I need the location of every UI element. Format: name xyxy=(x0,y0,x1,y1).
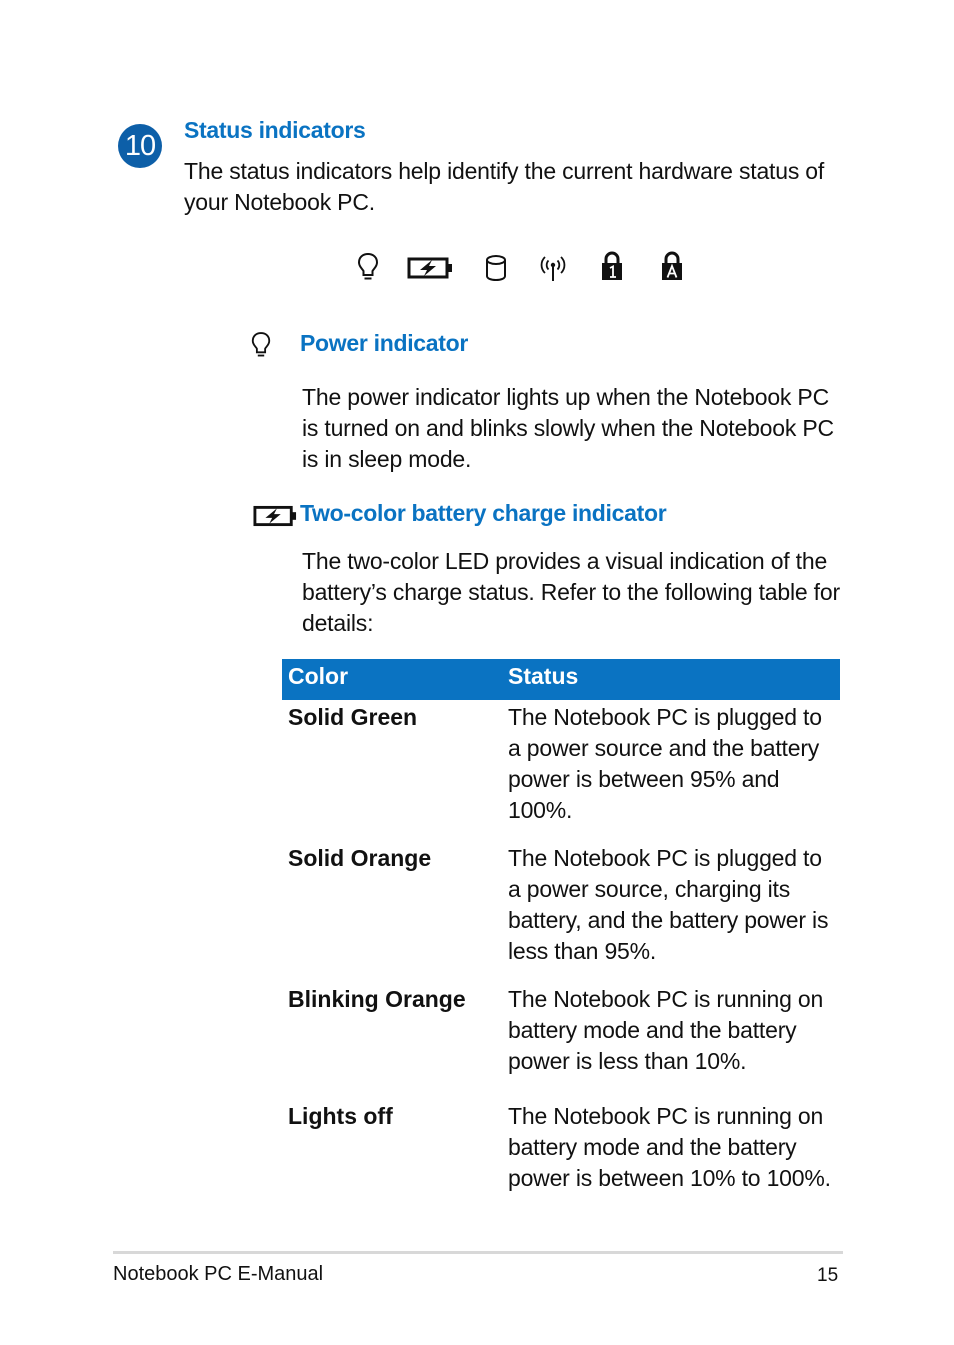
page-number: 15 xyxy=(817,1265,839,1286)
row-color: Lights off xyxy=(288,1103,393,1129)
column-header-status: Status xyxy=(508,663,579,689)
power-indicator-title: Power indicator xyxy=(300,330,469,356)
table-row xyxy=(282,843,840,984)
number-lock-icon xyxy=(600,251,624,281)
row-color: Solid Orange xyxy=(288,845,432,871)
battery-indicator-description: The two-color LED provides a visual indication of the battery’s charge status. Refer to the following table for details: xyxy=(302,548,840,636)
battery-icon xyxy=(407,257,453,279)
table-row xyxy=(282,1101,840,1201)
footer-manual-title: Notebook PC E-Manual xyxy=(113,1263,324,1285)
power-indicator-icon xyxy=(250,331,272,359)
column-header-color: Color xyxy=(288,663,349,689)
section-intro: The status indicators help identify the current hardware status of your Notebook PC. xyxy=(184,158,825,215)
row-color: Solid Green xyxy=(288,704,418,730)
section-number-badge: 10 xyxy=(118,124,162,168)
row-status: The Notebook PC is plugged to a power source and the battery power is between 95% and 100%. xyxy=(508,704,822,823)
drive-activity-icon xyxy=(484,254,508,282)
table-header xyxy=(282,659,840,700)
table-row xyxy=(282,702,840,843)
table-row xyxy=(282,984,840,1101)
capital-lock-icon xyxy=(660,251,684,281)
row-status: The Notebook PC is running on battery mode and the battery power is less than 10%. xyxy=(508,986,824,1074)
row-status: The Notebook PC is running on battery mode and the battery power is between 10% to 100%. xyxy=(508,1103,831,1191)
power-indicator-description: The power indicator lights up when the Notebook PC is turned on and blinks slowly when the Notebook PC is in sleep mode. xyxy=(302,384,834,472)
power-icon xyxy=(356,252,380,282)
section-title: Status indicators xyxy=(184,117,366,143)
footer-divider xyxy=(113,1251,843,1254)
battery-status-table xyxy=(282,659,840,1201)
wireless-icon xyxy=(539,254,567,282)
row-status: The Notebook PC is plugged to a power source, charging its battery, and the battery power is less than 95%. xyxy=(508,845,829,964)
battery-indicator-title: Two-color battery charge indicator xyxy=(300,500,667,526)
row-color: Blinking Orange xyxy=(288,986,466,1012)
battery-indicator-icon xyxy=(253,505,297,527)
